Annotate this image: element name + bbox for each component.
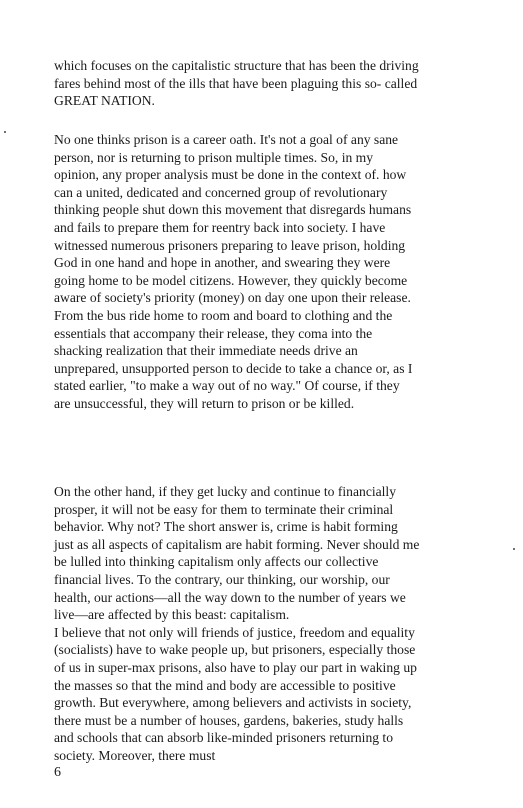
text-line: shacking realization that their immediate needs drive an (54, 343, 358, 359)
scan-speck (4, 131, 6, 133)
page-number: 6 (54, 765, 61, 780)
paragraph-3 (54, 483, 486, 765)
text-line: stated earlier, "to make a way out of no way." Of course, if they (54, 378, 400, 394)
text-line: behavior. Why not? The short answer is, crime is habit forming (54, 519, 398, 535)
text-line: and schools that can absorb like-minded prisoners returning to (54, 730, 394, 746)
text-line: prosper, it will not be easy for them to terminate their criminal (54, 501, 394, 517)
text-line: going home to be model citizens. However, they quickly become (54, 272, 408, 288)
text-line: can a united, dedicated and concerned group of revolutionary (54, 184, 388, 200)
text-line: aware of society's priority (money) on day one upon their release. (54, 290, 411, 306)
text-line: unprepared, unsupported person to decide to take a chance or, as I (54, 360, 413, 376)
text-line: fares behind most of the ills that have been plaguing this so- called (54, 75, 418, 91)
text-line: are unsuccessful, they will return to prison or be killed. (54, 395, 355, 411)
text-line: GREAT NATION. (54, 93, 155, 109)
text-line: essentials that accompany their release, they coma into the (54, 325, 373, 341)
text-line: opinion, any proper analysis must be done in the context of. how (54, 167, 407, 183)
text-line: I believe that not only will friends of justice, freedom and equality (54, 624, 415, 640)
text-line: thinking people shut down this movement that disregards humans (54, 202, 412, 218)
text-line: From the bus ride home to room and board to clothing and the (54, 307, 393, 323)
text-line: and fails to prepare them for reentry back into society. I have (54, 219, 386, 235)
text-line: the masses so that the mind and body are accessible to positive (54, 677, 396, 693)
text-line: society. Moreover, there must (54, 747, 216, 763)
text-line: (socialists) have to wake people up, but prisoners, especially those (54, 642, 416, 658)
text-line: just as all aspects of capitalism are habit forming. Never should me (54, 536, 420, 552)
text-line: On the other hand, if they get lucky and continue to financially (54, 484, 397, 499)
scan-speck (513, 548, 515, 550)
text-line: growth. But everywhere, among believers and activists in society, (54, 695, 412, 711)
text-line: person, nor is returning to prison multiple times. So, in my (54, 149, 374, 165)
text-line: there must be a number of houses, gardens, bakeries, study halls (54, 712, 404, 728)
paragraph-2 (54, 131, 486, 413)
paragraph-1 (54, 57, 486, 110)
text-line: live—are affected by this beast: capitalism. (54, 607, 290, 623)
text-line: No one thinks prison is a career oath. It's not a goal of any sane (54, 132, 399, 147)
text-line: health, our actions—all the way down to the number of years we (54, 589, 406, 605)
text-line: witnessed numerous prisoners preparing to leave prison, holding (54, 237, 406, 253)
text-line: be lulled into thinking capitalism only affects our collective (54, 554, 379, 570)
text-line: God in one hand and hope in another, and swearing they were (54, 255, 391, 271)
text-line: financial lives. To the contrary, our thinking, our worship, our (54, 571, 390, 587)
text-line: of us in super-max prisons, also have to play our part in waking up (54, 659, 417, 675)
text-line: which focuses on the capitalistic structure that has been the driving (54, 58, 419, 73)
